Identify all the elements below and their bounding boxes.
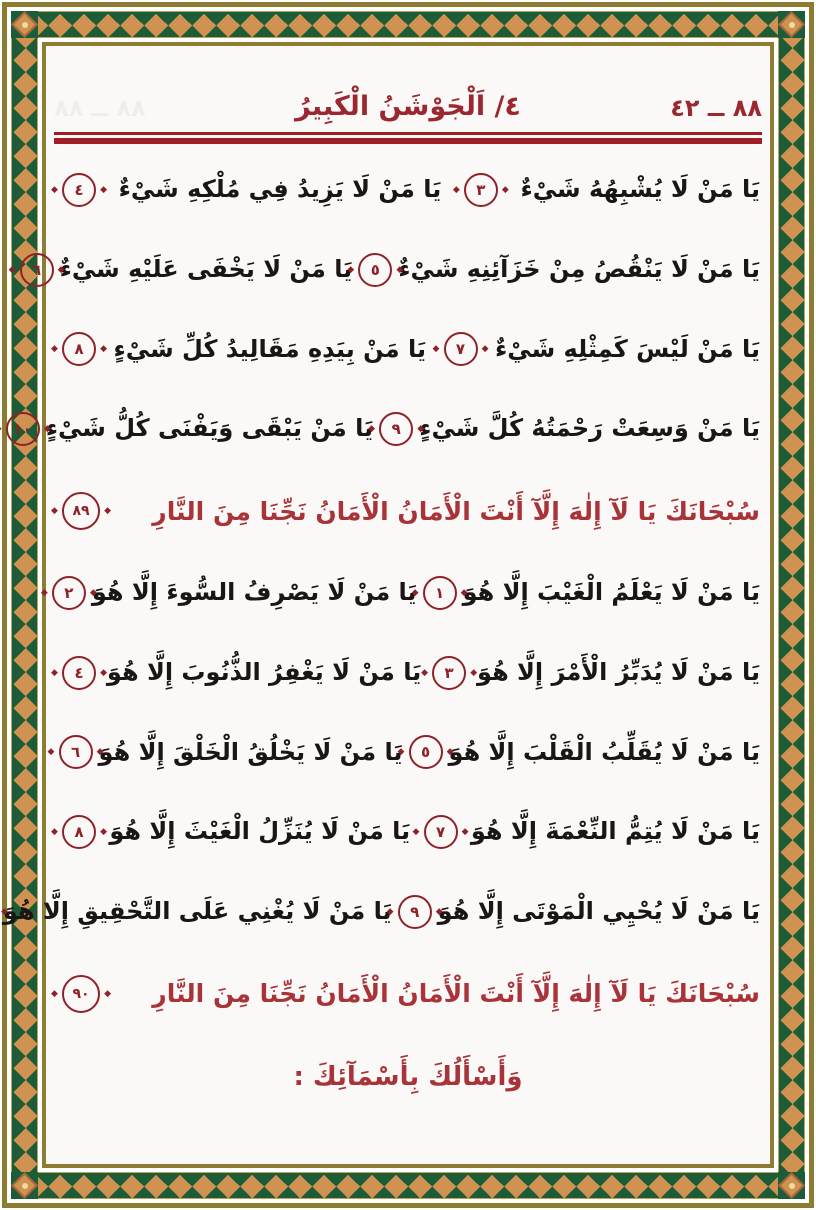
verse-number: ◆ ٨ [74, 340, 84, 359]
dua-phrase: يَا مَنْ لَا يُشْبِهُهُ شَيْءٌ [520, 175, 760, 204]
verse-number-medallion [52, 576, 86, 610]
verse-number: ◆ ٥ [420, 743, 431, 762]
closing-phrase: وَأَسْأَلُكَ بِأَسْمَآئِكَ : [293, 1061, 523, 1092]
verse-number-medallion [424, 815, 458, 849]
dua-phrase: يَا مَنْ لَا يَخْلُقُ الْخَلْقَ إِلَّا هُوَ [98, 737, 403, 766]
page-number-right: ٨٨ ــ ٤٢ [670, 94, 762, 122]
verse-number: ◆ ٣ [476, 180, 486, 199]
tasbih-refrain-line [56, 492, 760, 530]
dua-phrase: يَا مَنْ لَا يَصْرِفُ السُّوءَ إِلَّا هُوَ [91, 578, 417, 607]
dua-line [56, 656, 760, 690]
verse-number: ◆ ٤ [74, 663, 84, 682]
dua-line [56, 332, 760, 366]
verse-number-medallion [6, 412, 40, 446]
tasbih-phrase: سُبْحَانَكَ يَا لَآ إِلٰهَ إِلَّآ أَنْتَ الْأَمَانُ الْأَمَانُ نَجِّنَا مِنَ النَّارِ [152, 979, 760, 1009]
ornament-strip-bottom [11, 1172, 805, 1199]
verse-number: ◆ ٧ [435, 823, 446, 842]
verse-number: ◆ ٩ [410, 903, 420, 922]
corner-ornament [778, 11, 805, 38]
verse-number: ◆ ٩٠ [72, 985, 90, 1002]
dua-text-block [2, 144, 762, 1160]
dua-phrase: يَا مَنْ لَا يُقَلِّبُ الْقَلْبَ إِلَّا هُوَ [448, 737, 760, 766]
dua-phrase: يَا مَنْ يَبْقَى وَيَفْنَى كُلُّ شَيْءٍ [45, 414, 374, 443]
ornament-strip-top [11, 11, 805, 38]
corner-ornament [11, 1172, 38, 1199]
dua-phrase: يَا مَنْ لَا يُحْيِي الْمَوْتَى إِلَّا هُوَ [437, 897, 760, 926]
dua-line [13, 412, 760, 446]
verse-number: ◆ ٦ [70, 743, 81, 762]
verse-number: ◆ ٨٩ [72, 503, 90, 520]
dua-phrase: يَا مَنْ لَا يُدَبِّرُ الْأَمْرَ إِلَّا هُوَ [477, 657, 760, 686]
verse-number-medallion [62, 656, 96, 690]
page-header [54, 66, 762, 122]
verse-number: ◆ ١ [434, 583, 445, 602]
verse-number-medallion [379, 412, 413, 446]
verse-number-medallion [464, 173, 498, 207]
verse-number: ◆ ١٠ [13, 420, 32, 439]
verse-number: ◆ ٤ [74, 180, 84, 199]
ornament-strip-left [11, 11, 38, 1199]
dua-line [56, 735, 760, 769]
verse-number-medallion [62, 492, 100, 530]
dua-line [32, 253, 760, 287]
dua-line [56, 173, 760, 207]
dua-phrase: يَا مَنْ لَا يَخْفَى عَلَيْهِ شَيْءٌ [59, 254, 353, 283]
dua-phrase: يَا مَنْ لَا يُتِمُّ النِّعْمَةَ إِلَّا هُوَ [470, 817, 760, 846]
corner-ornament [778, 1172, 805, 1199]
dua-phrase: يَا مَنْ لَا يُنَزِّلُ الْغَيْثَ إِلَّا هُوَ [109, 817, 411, 846]
verse-number-medallion [20, 253, 54, 287]
verse-number: ◆ ٨ [74, 823, 84, 842]
page-content [2, 50, 762, 1160]
dua-phrase: يَا مَنْ لَا يَنْقُصُ مِنْ خَزَآئِنِهِ شَيْءٌ [398, 254, 760, 283]
ornament-strip-right [778, 11, 805, 1199]
dua-phrase: يَا مَنْ لَا يَغْفِرُ الذُّنُوبَ إِلَّا هُوَ [106, 657, 422, 686]
verse-number: ◆ ٢ [64, 583, 74, 602]
verse-number-medallion [62, 975, 100, 1013]
page-title: ٤/ اَلْجَوْشَنُ الْكَبِيرُ [295, 91, 521, 122]
closing-invocation-line [56, 1059, 760, 1095]
verse-number-medallion [423, 576, 457, 610]
verse-number: ◆ ٦ [32, 260, 42, 279]
verse-number-medallion [398, 895, 432, 929]
verse-number-medallion [358, 253, 392, 287]
verse-number-medallion [444, 332, 478, 366]
dua-phrase: يَا مَنْ لَا يَعْلَمُ الْغَيْبَ إِلَّا هُوَ [462, 578, 760, 607]
dua-phrase: يَا مَنْ وَسِعَتْ رَحْمَتُهُ كُلَّ شَيْءٍ [419, 414, 760, 443]
verse-number: ◆ ٩ [391, 420, 401, 439]
page-number-left: ٨٨ ــ ٨٨ [54, 94, 146, 122]
verse-number: ◆ ٣ [444, 663, 454, 682]
dua-line [2, 895, 760, 929]
verse-number-medallion [59, 735, 93, 769]
verse-number-medallion [62, 332, 96, 366]
verse-number-medallion [432, 656, 466, 690]
dua-phrase: يَا مَنْ لَا يُغْنِي عَلَى التَّحْقِيقِ إِلَّا هُوَ [2, 897, 392, 926]
verse-number-medallion [409, 735, 443, 769]
dua-phrase: يَا مَنْ لَيْسَ كَمِثْلِهِ شَيْءٌ [495, 334, 760, 363]
verse-number-medallion [62, 173, 96, 207]
dua-line [56, 815, 760, 849]
corner-ornament [11, 11, 38, 38]
dua-phrase: يَا مَنْ بِيَدِهِ مَقَالِيدُ كُلِّ شَيْءٍ [113, 334, 426, 363]
header-divider-rule [54, 132, 762, 144]
verse-number: ◆ ٧ [455, 340, 466, 359]
tasbih-phrase: سُبْحَانَكَ يَا لَآ إِلٰهَ إِلَّآ أَنْتَ الْأَمَانُ الْأَمَانُ نَجِّنَا مِنَ النَّارِ [152, 496, 760, 526]
verse-number-medallion [62, 815, 96, 849]
verse-number: ◆ ٥ [370, 260, 380, 279]
dua-phrase: يَا مَنْ لَا يَزِيدُ فِي مُلْكِهِ شَيْءٌ [118, 175, 442, 204]
tasbih-refrain-line [56, 975, 760, 1013]
dua-line [56, 576, 760, 610]
